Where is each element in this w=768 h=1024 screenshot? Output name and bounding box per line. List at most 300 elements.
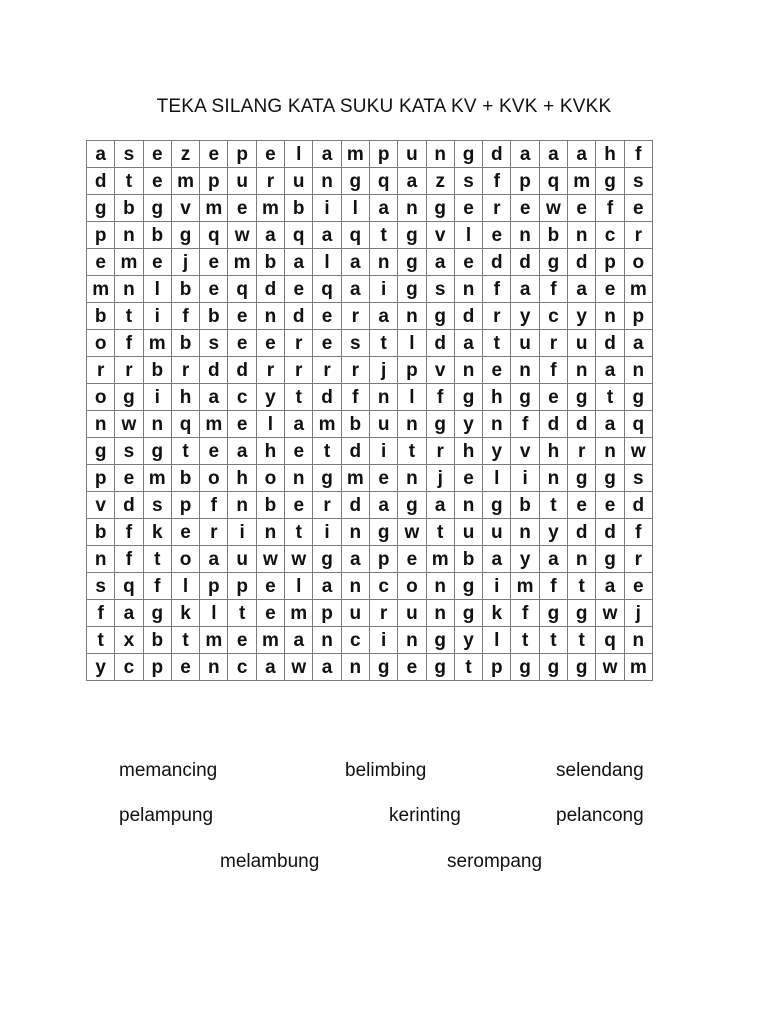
grid-cell: i — [228, 519, 256, 546]
grid-cell: d — [341, 492, 369, 519]
grid-cell: e — [596, 492, 624, 519]
grid-cell: g — [454, 600, 482, 627]
grid-cell: b — [171, 465, 199, 492]
grid-cell: d — [87, 168, 115, 195]
grid-row — [87, 627, 653, 654]
grid-cell: y — [511, 546, 539, 573]
grid-cell: y — [256, 384, 284, 411]
grid-cell: l — [454, 222, 482, 249]
grid-cell: n — [511, 222, 539, 249]
grid-cell: f — [624, 519, 652, 546]
grid-cell: u — [398, 141, 426, 168]
grid-cell: e — [228, 411, 256, 438]
grid-cell: e — [483, 357, 511, 384]
grid-cell: r — [285, 330, 313, 357]
grid-cell: a — [596, 357, 624, 384]
grid-cell: t — [369, 222, 397, 249]
grid-cell: g — [596, 546, 624, 573]
grid-cell: p — [313, 600, 341, 627]
grid-cell: a — [313, 654, 341, 681]
grid-cell: c — [369, 573, 397, 600]
grid-row — [87, 168, 653, 195]
grid-row — [87, 276, 653, 303]
grid-cell: e — [511, 195, 539, 222]
grid-cell: a — [228, 438, 256, 465]
grid-cell: o — [256, 465, 284, 492]
grid-cell: g — [454, 141, 482, 168]
grid-cell: g — [398, 222, 426, 249]
word-search-grid — [86, 140, 653, 681]
grid-cell: y — [454, 411, 482, 438]
grid-cell: r — [341, 303, 369, 330]
grid-cell: a — [285, 411, 313, 438]
grid-cell: m — [624, 276, 652, 303]
grid-cell: d — [568, 519, 596, 546]
grid-cell: g — [143, 195, 171, 222]
grid-cell: t — [398, 438, 426, 465]
grid-cell: r — [341, 357, 369, 384]
grid-cell: w — [596, 654, 624, 681]
grid-cell: m — [171, 168, 199, 195]
grid-cell: q — [200, 222, 228, 249]
grid-cell: k — [171, 600, 199, 627]
grid-cell: g — [568, 654, 596, 681]
grid-cell: n — [256, 303, 284, 330]
grid-cell: u — [398, 600, 426, 627]
grid-cell: s — [341, 330, 369, 357]
grid-cell: a — [341, 276, 369, 303]
grid-cell: n — [143, 411, 171, 438]
grid-cell: m — [313, 411, 341, 438]
grid-cell: t — [568, 573, 596, 600]
grid-row — [87, 384, 653, 411]
grid-cell: i — [313, 195, 341, 222]
grid-cell: c — [228, 384, 256, 411]
grid-cell: i — [143, 384, 171, 411]
grid-cell: e — [596, 276, 624, 303]
grid-cell: v — [426, 357, 454, 384]
grid-cell: r — [256, 357, 284, 384]
grid-cell: e — [256, 141, 284, 168]
grid-cell: n — [596, 303, 624, 330]
grid-cell: u — [454, 519, 482, 546]
grid-cell: t — [539, 492, 567, 519]
grid-cell: l — [256, 411, 284, 438]
grid-cell: b — [539, 222, 567, 249]
grid-cell: e — [454, 465, 482, 492]
grid-cell: n — [539, 465, 567, 492]
grid-cell: q — [115, 573, 143, 600]
grid-cell: t — [426, 519, 454, 546]
grid-cell: n — [454, 492, 482, 519]
grid-cell: t — [568, 627, 596, 654]
grid-cell: y — [454, 627, 482, 654]
grid-cell: a — [426, 249, 454, 276]
grid-cell: b — [143, 627, 171, 654]
grid-cell: a — [369, 303, 397, 330]
grid-cell: r — [115, 357, 143, 384]
grid-cell: g — [313, 465, 341, 492]
grid-cell: b — [256, 492, 284, 519]
grid-cell: e — [200, 249, 228, 276]
grid-cell: u — [369, 411, 397, 438]
grid-cell: l — [285, 573, 313, 600]
grid-cell: b — [200, 303, 228, 330]
grid-cell: a — [398, 168, 426, 195]
grid-cell: l — [313, 249, 341, 276]
grid-cell: r — [624, 222, 652, 249]
word-item: belimbing — [345, 760, 427, 781]
grid-cell: s — [454, 168, 482, 195]
grid-cell: g — [426, 195, 454, 222]
grid-cell: k — [143, 519, 171, 546]
grid-cell: p — [483, 654, 511, 681]
grid-cell: p — [228, 141, 256, 168]
grid-cell: e — [285, 276, 313, 303]
grid-cell: f — [115, 519, 143, 546]
puzzle-title: TEKA SILANG KATA SUKU KATA KV + KVK + KVKK — [156, 96, 612, 117]
grid-cell: g — [87, 195, 115, 222]
grid-cell: t — [483, 330, 511, 357]
grid-cell: t — [454, 654, 482, 681]
grid-cell: p — [398, 357, 426, 384]
grid-cell: t — [87, 627, 115, 654]
grid-row — [87, 303, 653, 330]
grid-cell: g — [398, 276, 426, 303]
grid-cell: d — [539, 411, 567, 438]
grid-cell: n — [454, 276, 482, 303]
grid-cell: d — [341, 438, 369, 465]
grid-cell: a — [341, 546, 369, 573]
grid-cell: h — [228, 465, 256, 492]
grid-cell: o — [87, 330, 115, 357]
grid-cell: g — [568, 600, 596, 627]
grid-cell: e — [539, 384, 567, 411]
grid-cell: e — [143, 141, 171, 168]
grid-cell: m — [143, 330, 171, 357]
grid-cell: e — [171, 654, 199, 681]
grid-cell: r — [200, 519, 228, 546]
grid-cell: n — [369, 384, 397, 411]
grid-cell: o — [171, 546, 199, 573]
grid-cell: d — [200, 357, 228, 384]
grid-cell: u — [228, 168, 256, 195]
grid-cell: f — [171, 303, 199, 330]
grid-cell: m — [228, 249, 256, 276]
grid-cell: m — [200, 411, 228, 438]
grid-cell: e — [398, 546, 426, 573]
grid-cell: d — [454, 303, 482, 330]
grid-row — [87, 357, 653, 384]
grid-cell: w — [624, 438, 652, 465]
grid-cell: w — [256, 546, 284, 573]
grid-row — [87, 330, 653, 357]
grid-cell: e — [200, 438, 228, 465]
grid-cell: p — [143, 654, 171, 681]
grid-cell: d — [511, 249, 539, 276]
grid-cell: m — [87, 276, 115, 303]
grid-cell: i — [313, 519, 341, 546]
grid-cell: h — [454, 438, 482, 465]
grid-cell: g — [539, 249, 567, 276]
grid-cell: h — [596, 141, 624, 168]
grid-cell: d — [596, 330, 624, 357]
grid-cell: g — [115, 384, 143, 411]
grid-cell: m — [426, 546, 454, 573]
grid-cell: b — [143, 357, 171, 384]
grid-cell: a — [313, 141, 341, 168]
grid-cell: e — [87, 249, 115, 276]
grid-cell: w — [539, 195, 567, 222]
grid-cell: p — [87, 222, 115, 249]
grid-cell: p — [87, 465, 115, 492]
grid-cell: n — [568, 357, 596, 384]
grid-cell: t — [115, 168, 143, 195]
grid-cell: p — [171, 492, 199, 519]
grid-cell: z — [426, 168, 454, 195]
grid-cell: k — [483, 600, 511, 627]
grid-cell: n — [398, 303, 426, 330]
grid-cell: m — [568, 168, 596, 195]
grid-cell: n — [200, 654, 228, 681]
grid-cell: n — [115, 222, 143, 249]
grid-cell: n — [313, 627, 341, 654]
grid-cell: l — [483, 627, 511, 654]
grid-cell: l — [285, 141, 313, 168]
grid-cell: t — [285, 384, 313, 411]
grid-cell: t — [313, 438, 341, 465]
grid-cell: g — [313, 546, 341, 573]
grid-cell: a — [568, 141, 596, 168]
grid-cell: r — [568, 438, 596, 465]
grid-cell: s — [200, 330, 228, 357]
grid-cell: w — [285, 654, 313, 681]
grid-cell: f — [483, 168, 511, 195]
grid-cell: t — [511, 627, 539, 654]
grid-cell: e — [143, 249, 171, 276]
grid-cell: l — [483, 465, 511, 492]
grid-cell: n — [568, 546, 596, 573]
grid-cell: b — [87, 303, 115, 330]
grid-cell: a — [511, 276, 539, 303]
grid-cell: z — [171, 141, 199, 168]
grid-cell: b — [143, 222, 171, 249]
grid-cell: n — [568, 222, 596, 249]
grid-cell: n — [398, 627, 426, 654]
grid-cell: y — [87, 654, 115, 681]
grid-cell: f — [87, 600, 115, 627]
grid-cell: n — [341, 654, 369, 681]
grid-cell: f — [624, 141, 652, 168]
grid-cell: e — [256, 573, 284, 600]
grid-cell: d — [568, 249, 596, 276]
grid-cell: d — [313, 384, 341, 411]
grid-cell: g — [171, 222, 199, 249]
grid-cell: t — [171, 438, 199, 465]
grid-cell: w — [596, 600, 624, 627]
grid-cell: f — [596, 195, 624, 222]
grid-cell: n — [454, 357, 482, 384]
grid-cell: n — [87, 546, 115, 573]
grid-cell: j — [369, 357, 397, 384]
grid-cell: g — [426, 627, 454, 654]
grid-cell: f — [143, 573, 171, 600]
grid-cell: a — [624, 330, 652, 357]
grid-cell: f — [115, 330, 143, 357]
grid-cell: n — [398, 195, 426, 222]
grid-cell: g — [454, 384, 482, 411]
grid-cell: w — [228, 222, 256, 249]
grid-cell: a — [483, 546, 511, 573]
grid-cell: p — [200, 168, 228, 195]
grid-cell: x — [115, 627, 143, 654]
word-item: pelampung — [119, 805, 214, 826]
grid-cell: q — [596, 627, 624, 654]
grid-cell: e — [398, 654, 426, 681]
grid-cell: e — [115, 465, 143, 492]
grid-cell: f — [539, 276, 567, 303]
grid-cell: u — [483, 519, 511, 546]
grid-cell: n — [596, 438, 624, 465]
grid-cell: a — [285, 627, 313, 654]
grid-cell: q — [171, 411, 199, 438]
grid-cell: g — [483, 492, 511, 519]
grid-cell: c — [539, 303, 567, 330]
grid-cell: e — [624, 195, 652, 222]
grid-cell: n — [624, 357, 652, 384]
grid-cell: q — [624, 411, 652, 438]
grid-cell: t — [369, 330, 397, 357]
grid-cell: i — [143, 303, 171, 330]
word-item: pelancong — [556, 805, 644, 826]
grid-cell: h — [539, 438, 567, 465]
grid-cell: l — [398, 330, 426, 357]
grid-cell: n — [341, 573, 369, 600]
grid-cell: m — [341, 465, 369, 492]
grid-cell: m — [200, 627, 228, 654]
grid-cell: e — [228, 195, 256, 222]
grid-cell: n — [426, 573, 454, 600]
grid-cell: j — [426, 465, 454, 492]
grid-cell: g — [568, 384, 596, 411]
grid-cell: q — [539, 168, 567, 195]
grid-cell: i — [511, 465, 539, 492]
grid-cell: p — [596, 249, 624, 276]
grid-cell: f — [511, 411, 539, 438]
grid-cell: r — [426, 438, 454, 465]
grid-cell: a — [285, 249, 313, 276]
grid-cell: n — [341, 519, 369, 546]
grid-cell: r — [313, 357, 341, 384]
grid-cell: f — [539, 573, 567, 600]
grid-cell: e — [313, 330, 341, 357]
grid-cell: c — [115, 654, 143, 681]
grid-cell: g — [426, 411, 454, 438]
grid-cell: j — [171, 249, 199, 276]
grid-cell: n — [115, 276, 143, 303]
grid-cell: g — [511, 384, 539, 411]
grid-cell: s — [115, 438, 143, 465]
grid-cell: b — [171, 276, 199, 303]
grid-cell: p — [228, 573, 256, 600]
grid-cell: b — [285, 195, 313, 222]
grid-cell: a — [539, 546, 567, 573]
grid-cell: l — [398, 384, 426, 411]
grid-cell: m — [624, 654, 652, 681]
grid-cell: r — [313, 492, 341, 519]
grid-cell: t — [539, 627, 567, 654]
grid-cell: i — [369, 438, 397, 465]
grid-cell: l — [143, 276, 171, 303]
grid-cell: v — [87, 492, 115, 519]
grid-cell: s — [143, 492, 171, 519]
grid-cell: w — [398, 519, 426, 546]
grid-cell: i — [369, 276, 397, 303]
grid-cell: a — [596, 573, 624, 600]
grid-cell: v — [426, 222, 454, 249]
grid-cell: r — [539, 330, 567, 357]
grid-cell: n — [313, 168, 341, 195]
grid-cell: y — [483, 438, 511, 465]
grid-cell: d — [483, 249, 511, 276]
grid-cell: e — [454, 249, 482, 276]
grid-cell: a — [256, 654, 284, 681]
grid-cell: e — [228, 303, 256, 330]
grid-cell: l — [171, 573, 199, 600]
grid-cell: n — [511, 519, 539, 546]
grid-cell: a — [369, 195, 397, 222]
grid-cell: f — [115, 546, 143, 573]
grid-cell: e — [568, 492, 596, 519]
grid-cell: n — [426, 600, 454, 627]
grid-cell: y — [539, 519, 567, 546]
grid-cell: e — [228, 627, 256, 654]
grid-cell: q — [313, 276, 341, 303]
grid-cell: e — [285, 438, 313, 465]
grid-cell: e — [285, 492, 313, 519]
grid-row — [87, 141, 653, 168]
grid-cell: n — [483, 411, 511, 438]
grid-cell: f — [341, 384, 369, 411]
grid-cell: j — [624, 600, 652, 627]
grid-row — [87, 222, 653, 249]
grid-cell: a — [426, 492, 454, 519]
grid-cell: t — [171, 627, 199, 654]
grid-cell: t — [228, 600, 256, 627]
grid-cell: m — [285, 600, 313, 627]
grid-cell: g — [426, 303, 454, 330]
grid-cell: g — [341, 168, 369, 195]
grid-cell: t — [115, 303, 143, 330]
grid-cell: o — [87, 384, 115, 411]
grid-row — [87, 195, 653, 222]
grid-cell: b — [115, 195, 143, 222]
grid-cell: p — [369, 141, 397, 168]
grid-cell: g — [539, 600, 567, 627]
grid-cell: n — [256, 519, 284, 546]
grid-cell: n — [398, 411, 426, 438]
grid-cell: n — [369, 249, 397, 276]
grid-cell: g — [596, 168, 624, 195]
grid-cell: d — [285, 303, 313, 330]
grid-cell: a — [596, 411, 624, 438]
grid-cell: d — [228, 357, 256, 384]
grid-cell: v — [511, 438, 539, 465]
grid-cell: u — [341, 600, 369, 627]
grid-cell: g — [143, 600, 171, 627]
grid-cell: w — [115, 411, 143, 438]
grid-cell: r — [483, 195, 511, 222]
